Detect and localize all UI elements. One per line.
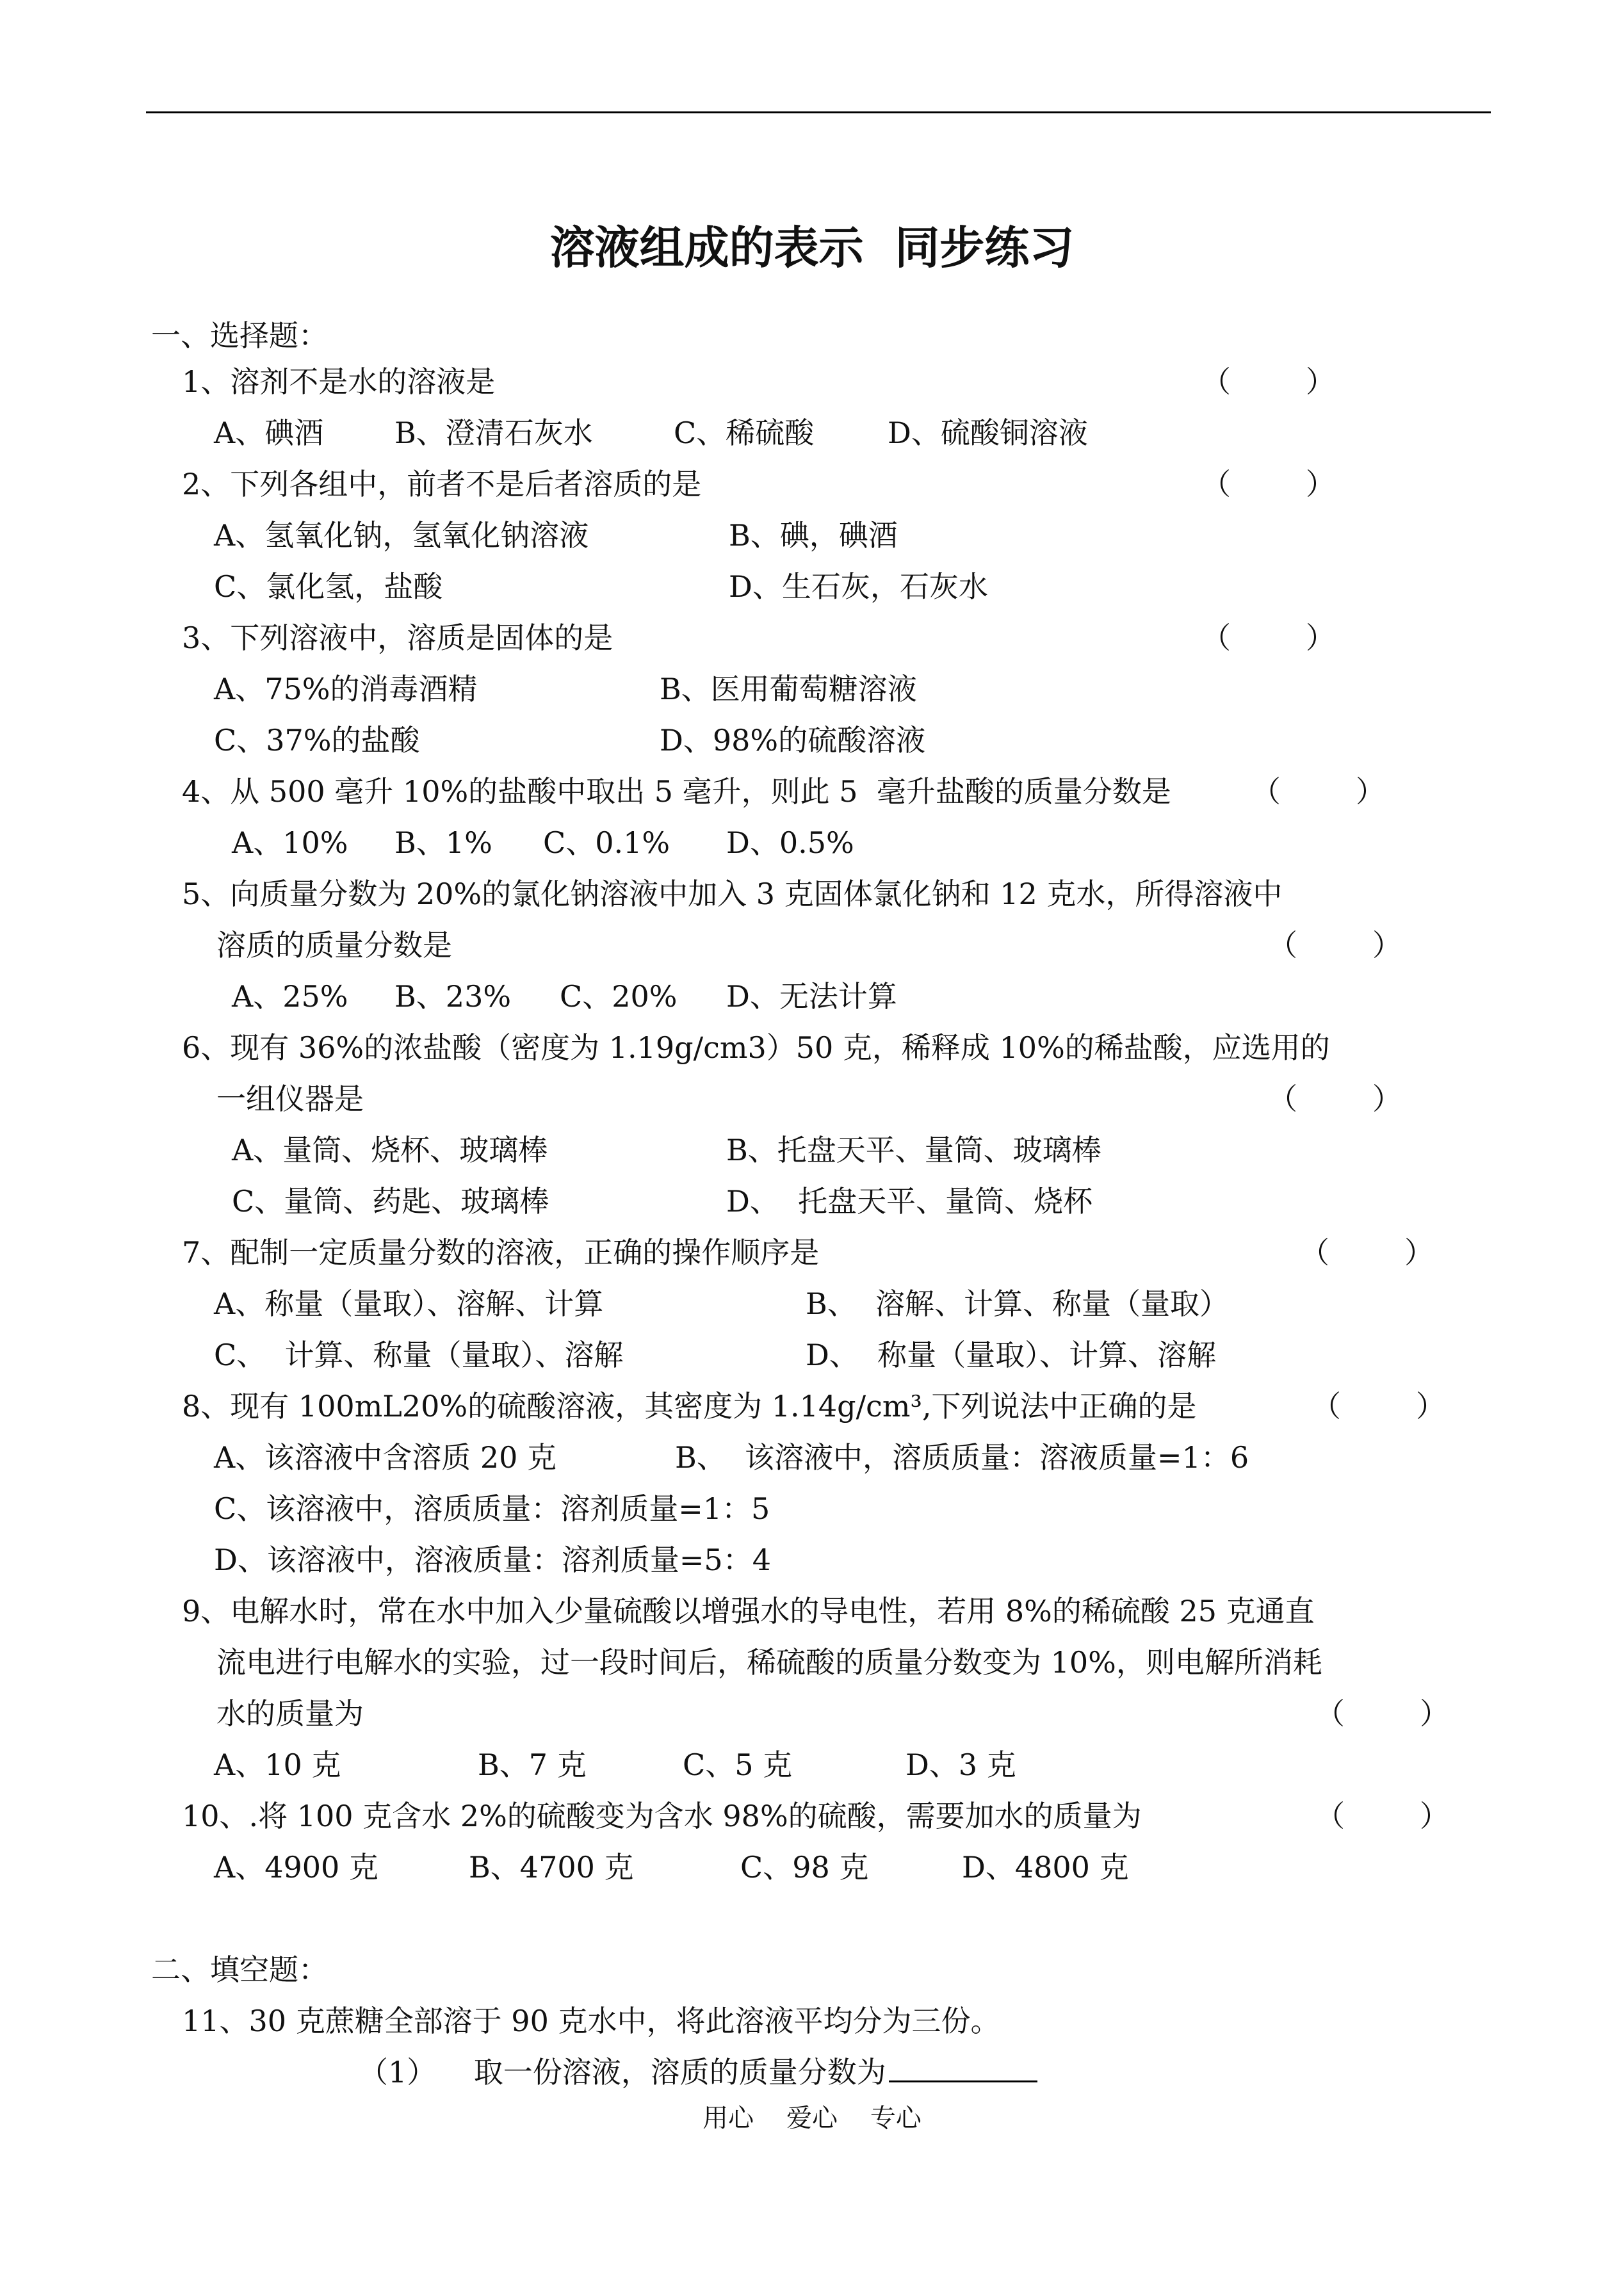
question-9-option-b: B、7 克 [478, 1748, 587, 1782]
question-7-option-b: B、 溶解、计算、称量（量取） [806, 1286, 1230, 1321]
question-9-stem-line-3: 水的质量为 [216, 1696, 364, 1731]
question-6-option-b: B、托盘天平、量筒、玻璃棒 [726, 1133, 1101, 1167]
question-3-option-c: C、37%的盐酸 [214, 723, 420, 758]
question-6-stem-line-2: 一组仪器是 [216, 1082, 364, 1116]
question-3-option-a: A、75%的消毒酒精 [214, 672, 478, 706]
question-5-option-c: C、20% [560, 979, 678, 1014]
question-7-option-d: D、 称量（量取）、计算、溶解 [806, 1338, 1217, 1372]
question-2-option-c: C、氯化氢，盐酸 [214, 569, 443, 604]
question-1-option-c: C、稀硫酸 [674, 416, 815, 450]
question-9-stem-line-2: 流电进行电解水的实验，过一段时间后，稀硫酸的质量分数变为 10%，则电解所消耗 [216, 1645, 1322, 1680]
answer-blank[interactable] [889, 2055, 1037, 2082]
question-7-answer-paren: （ ） [1300, 1235, 1434, 1270]
question-3-option-d: D、98%的硫酸溶液 [660, 723, 926, 758]
question-8-option-b: B、 该溶液中，溶质质量：溶液质量=1：6 [675, 1440, 1249, 1475]
question-10-option-a: A、4900 克 [214, 1850, 378, 1885]
question-1-option-d: D、硫酸铜溶液 [888, 416, 1088, 450]
question-9-option-c: C、5 克 [683, 1748, 793, 1782]
question-10-option-d: D、4800 克 [962, 1850, 1129, 1885]
question-5-option-d: D、无法计算 [726, 979, 897, 1014]
question-5-stem-line-2: 溶质的质量分数是 [216, 928, 452, 962]
question-2-option-d: D、生石灰，石灰水 [729, 569, 988, 604]
question-5-option-a: A、25% [232, 979, 348, 1014]
question-4-option-a: A、10% [232, 825, 348, 860]
question-8-option-c: C、该溶液中，溶质质量：溶剂质量=1：5 [214, 1491, 770, 1526]
page-footer: 用心 爱心 专心 [702, 2104, 922, 2133]
question-5-stem: 5、向质量分数为 20%的氯化钠溶液中加入 3 克固体氯化钠和 12 克水，所得溶液中 [182, 877, 1283, 911]
header-rule [146, 111, 1491, 113]
question-6-option-c: C、量筒、药匙、玻璃棒 [232, 1184, 549, 1219]
question-9-option-d: D、3 克 [905, 1748, 1016, 1782]
question-1-option-a: A、碘酒 [214, 416, 324, 450]
question-3-stem: 3、下列溶液中，溶质是固体的是 [182, 620, 613, 655]
question-11-sub-1-text: （1） 取一份溶液，溶质的质量分数为 [359, 2055, 886, 2089]
question-1-answer-paren: （ ） [1201, 364, 1335, 399]
question-6-option-d: D、 托盘天平、量筒、烧杯 [726, 1184, 1093, 1219]
question-4-answer-paren: （ ） [1251, 774, 1385, 809]
section-heading-choice: 一、选择题： [151, 318, 328, 353]
question-6-answer-paren: （ ） [1268, 1082, 1402, 1116]
question-1-stem: 1、溶剂不是水的溶液是 [182, 364, 496, 399]
page-title: 溶液组成的表示 同步练习 [549, 221, 1075, 274]
question-11-sub-1 [359, 2053, 1037, 2091]
question-6-stem: 6、现有 36%的浓盐酸（密度为 1.19g/cm3）50 克，稀释成 10%的稀盐酸，应选用的 [182, 1030, 1330, 1065]
question-8-option-d: D、该溶液中，溶液质量：溶剂质量=5：4 [214, 1543, 771, 1577]
question-6-option-a: A、量筒、烧杯、玻璃棒 [232, 1133, 548, 1167]
question-10-answer-paren: （ ） [1315, 1799, 1449, 1833]
question-8-stem: 8、现有 100mL20%的硫酸溶液，其密度为 1.14g/cm³,下列说法中正确的是 [182, 1389, 1197, 1423]
question-5-option-b: B、23% [394, 979, 512, 1014]
question-10-option-c: C、98 克 [740, 1850, 869, 1885]
question-11-stem: 11、30 克蔗糖全部溶于 90 克水中，将此溶液平均分为三份。 [182, 2004, 1000, 2038]
question-10-option-b: B、4700 克 [469, 1850, 634, 1885]
question-4-option-d: D、0.5% [726, 825, 854, 860]
question-7-option-c: C、 计算、称量（量取）、溶解 [214, 1338, 624, 1372]
section-heading-fill: 二、填空题： [151, 1952, 328, 1987]
question-2-stem: 2、下列各组中，前者不是后者溶质的是 [182, 467, 702, 501]
question-2-answer-paren: （ ） [1201, 467, 1335, 501]
question-9-option-a: A、10 克 [214, 1748, 341, 1782]
question-4-option-c: C、0.1% [543, 825, 670, 860]
question-9-answer-paren: （ ） [1315, 1696, 1449, 1731]
question-7-option-a: A、称量（量取）、溶解、计算 [214, 1286, 604, 1321]
question-8-answer-paren: （ ） [1311, 1389, 1445, 1423]
question-10-stem: 10、.将 100 克含水 2%的硫酸变为含水 98%的硫酸，需要加水的质量为 [182, 1799, 1142, 1833]
question-4-stem: 4、从 500 毫升 10%的盐酸中取出 5 毫升，则此 5 毫升盐酸的质量分数是 [182, 774, 1171, 809]
question-1-option-b: B、澄清石灰水 [394, 416, 593, 450]
question-5-answer-paren: （ ） [1268, 928, 1402, 962]
question-8-option-a: A、该溶液中含溶质 20 克 [214, 1440, 556, 1475]
question-7-stem: 7、配制一定质量分数的溶液，正确的操作顺序是 [182, 1235, 820, 1270]
question-2-option-b: B、碘，碘酒 [729, 518, 898, 553]
question-2-option-a: A、氢氧化钠，氢氧化钠溶液 [214, 518, 589, 553]
question-3-answer-paren: （ ） [1201, 620, 1335, 655]
question-4-option-b: B、1% [394, 825, 492, 860]
question-9-stem: 9、电解水时，常在水中加入少量硫酸以增强水的导电性，若用 8%的稀硫酸 25 克通直 [182, 1594, 1315, 1628]
question-3-option-b: B、医用葡萄糖溶液 [660, 672, 917, 706]
